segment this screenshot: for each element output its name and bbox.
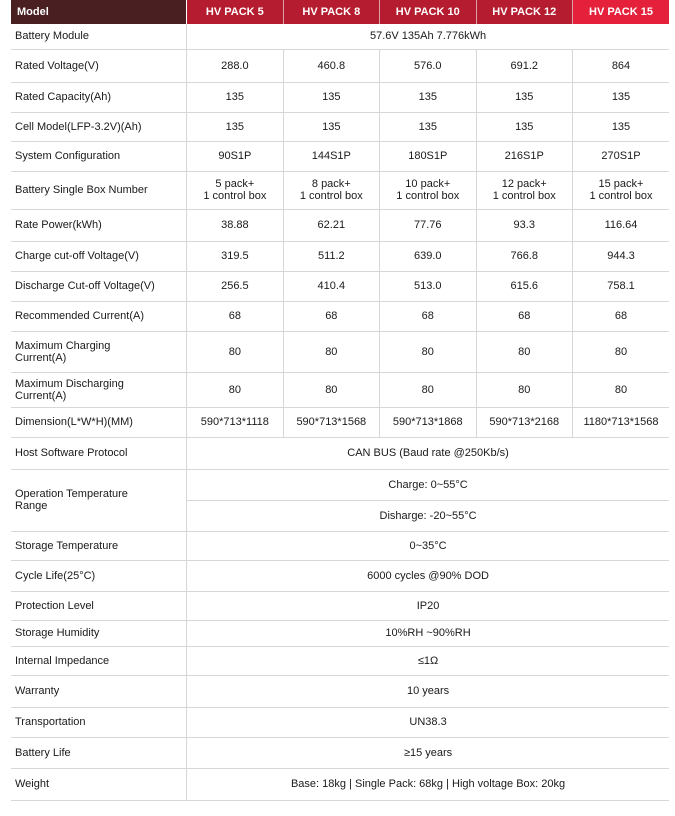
cell-value: 80	[283, 372, 379, 407]
row-label: Rate Power(kWh)	[11, 209, 187, 241]
cell-value	[187, 171, 283, 209]
cell-value: 135	[380, 82, 476, 112]
row-rate-power	[11, 209, 669, 241]
header-row	[11, 0, 669, 24]
row-discharge-cutoff	[11, 271, 669, 301]
row-system-configuration	[11, 141, 669, 171]
row-label: Storage Humidity	[11, 620, 187, 646]
row-label: Host Software Protocol	[11, 437, 187, 469]
row-value: IP20	[187, 591, 669, 620]
row-label: Rated Voltage(V)	[11, 49, 187, 82]
cell-value: 80	[380, 331, 476, 372]
row-value: 0~35°C	[187, 531, 669, 560]
row-label: System Configuration	[11, 141, 187, 171]
cell-value: 766.8	[476, 241, 572, 271]
cell-value: 944.3	[572, 241, 669, 271]
cell-value: 180S1P	[380, 141, 476, 171]
row-max-discharging-current	[11, 372, 669, 407]
row-value: 57.6V 135Ah 7.776kWh	[187, 24, 669, 49]
row-label: Transportation	[11, 707, 187, 737]
cell-value	[283, 171, 379, 209]
row-label: Warranty	[11, 675, 187, 707]
cell-value: 80	[572, 372, 669, 407]
cell-line: 1 control box	[299, 190, 363, 202]
cell-value: 639.0	[380, 241, 476, 271]
row-label: Internal Impedance	[11, 646, 187, 675]
cell-line: 5 pack+	[215, 178, 255, 190]
row-transportation	[11, 707, 669, 737]
label-line: Operation Temperature	[15, 488, 128, 500]
cell-value: 80	[476, 372, 572, 407]
label-line: Current(A)	[15, 389, 67, 402]
row-weight	[11, 768, 669, 800]
cell-value: 135	[187, 82, 283, 112]
cell-value: 1180*713*1568	[572, 407, 669, 437]
row-host-software-protocol	[11, 437, 669, 469]
row-value-discharge: Disharge: -20~55°C	[187, 500, 669, 531]
row-label	[11, 372, 187, 407]
row-max-charging-current	[11, 331, 669, 372]
cell-value: 68	[187, 301, 283, 331]
cell-value: 68	[380, 301, 476, 331]
row-label: Dimension(L*W*H)(MM)	[11, 407, 187, 437]
cell-value: 80	[283, 331, 379, 372]
cell-value: 511.2	[283, 241, 379, 271]
cell-value: 460.8	[283, 49, 379, 82]
cell-line: 1 control box	[492, 190, 556, 202]
cell-line: 1 control box	[396, 190, 460, 202]
row-value: ≤1Ω	[187, 646, 669, 675]
row-label: Battery Life	[11, 737, 187, 768]
row-value: UN38.3	[187, 707, 669, 737]
cell-value: 80	[187, 372, 283, 407]
cell-value: 216S1P	[476, 141, 572, 171]
row-value: 6000 cycles @90% DOD	[187, 560, 669, 591]
cell-value: 864	[572, 49, 669, 82]
cell-value: 135	[476, 112, 572, 141]
row-label: Cycle Life(25°C)	[11, 560, 187, 591]
row-protection-level	[11, 591, 669, 620]
row-rated-capacity	[11, 82, 669, 112]
cell-value: 68	[476, 301, 572, 331]
cell-value: 93.3	[476, 209, 572, 241]
row-label: Cell Model(LFP-3.2V)(Ah)	[11, 112, 187, 141]
row-single-box-number	[11, 171, 669, 209]
header-pack-8: HV PACK 8	[283, 0, 379, 24]
row-label: Storage Temperature	[11, 531, 187, 560]
cell-value: 576.0	[380, 49, 476, 82]
cell-line: 15 pack+	[598, 178, 644, 190]
spec-table	[11, 0, 669, 801]
cell-value: 270S1P	[572, 141, 669, 171]
cell-value: 135	[380, 112, 476, 141]
row-value: Base: 18kg | Single Pack: 68kg | High voltage Box: 20kg	[187, 768, 669, 800]
header-pack-5: HV PACK 5	[187, 0, 283, 24]
row-label: Protection Level	[11, 591, 187, 620]
header-model: Model	[11, 0, 187, 24]
header-pack-10: HV PACK 10	[380, 0, 476, 24]
cell-value: 62.21	[283, 209, 379, 241]
row-value: CAN BUS (Baud rate @250Kb/s)	[187, 437, 669, 469]
cell-value: 590*713*1568	[283, 407, 379, 437]
cell-value: 68	[283, 301, 379, 331]
cell-value: 288.0	[187, 49, 283, 82]
row-charge-cutoff	[11, 241, 669, 271]
row-cycle-life	[11, 560, 669, 591]
row-value: 10%RH ~90%RH	[187, 620, 669, 646]
cell-value: 80	[187, 331, 283, 372]
cell-value: 590*713*1118	[187, 407, 283, 437]
cell-line: 12 pack+	[501, 178, 547, 190]
label-line: Maximum Charging	[15, 339, 111, 352]
cell-value: 80	[476, 331, 572, 372]
cell-value: 116.64	[572, 209, 669, 241]
row-dimension	[11, 407, 669, 437]
row-label: Discharge Cut-off Voltage(V)	[11, 271, 187, 301]
row-label: Battery Single Box Number	[11, 171, 187, 209]
row-label: Rated Capacity(Ah)	[11, 82, 187, 112]
row-label: Battery Module	[11, 24, 187, 49]
row-value: ≥15 years	[187, 737, 669, 768]
row-internal-impedance	[11, 646, 669, 675]
cell-value: 135	[283, 112, 379, 141]
row-value-charge: Charge: 0~55°C	[187, 469, 669, 500]
cell-value: 758.1	[572, 271, 669, 301]
row-label: Charge cut-off Voltage(V)	[11, 241, 187, 271]
cell-value: 135	[187, 112, 283, 141]
cell-value: 135	[283, 82, 379, 112]
row-rated-voltage	[11, 49, 669, 82]
cell-value: 38.88	[187, 209, 283, 241]
row-warranty	[11, 675, 669, 707]
cell-value: 135	[572, 112, 669, 141]
cell-value: 615.6	[476, 271, 572, 301]
row-battery-module	[11, 24, 669, 49]
cell-value: 80	[572, 331, 669, 372]
row-label: Weight	[11, 768, 187, 800]
cell-value: 691.2	[476, 49, 572, 82]
cell-value: 68	[572, 301, 669, 331]
label-line: Current(A)	[15, 351, 67, 364]
header-pack-15: HV PACK 15	[572, 0, 669, 24]
label-line: Maximum Discharging	[15, 377, 124, 390]
cell-value	[380, 171, 476, 209]
cell-value: 590*713*2168	[476, 407, 572, 437]
cell-value: 513.0	[380, 271, 476, 301]
row-value: 10 years	[187, 675, 669, 707]
row-label: Recommended Current(A)	[11, 301, 187, 331]
cell-value: 410.4	[283, 271, 379, 301]
header-pack-12: HV PACK 12	[476, 0, 572, 24]
cell-value: 90S1P	[187, 141, 283, 171]
cell-value: 144S1P	[283, 141, 379, 171]
row-recommended-current	[11, 301, 669, 331]
cell-value	[476, 171, 572, 209]
cell-value	[572, 171, 669, 209]
row-label	[11, 469, 187, 531]
row-battery-life	[11, 737, 669, 768]
label-line: Range	[15, 500, 48, 512]
row-cell-model	[11, 112, 669, 141]
cell-line: 1 control box	[203, 190, 267, 202]
cell-line: 8 pack+	[311, 178, 351, 190]
cell-value: 590*713*1868	[380, 407, 476, 437]
cell-line: 1 control box	[589, 190, 653, 202]
cell-value: 77.76	[380, 209, 476, 241]
row-operation-temperature	[11, 469, 669, 500]
row-label	[11, 331, 187, 372]
cell-value: 319.5	[187, 241, 283, 271]
row-storage-temperature	[11, 531, 669, 560]
cell-value: 80	[380, 372, 476, 407]
row-storage-humidity	[11, 620, 669, 646]
cell-line: 10 pack+	[405, 178, 451, 190]
cell-value: 135	[476, 82, 572, 112]
cell-value: 135	[572, 82, 669, 112]
cell-value: 256.5	[187, 271, 283, 301]
